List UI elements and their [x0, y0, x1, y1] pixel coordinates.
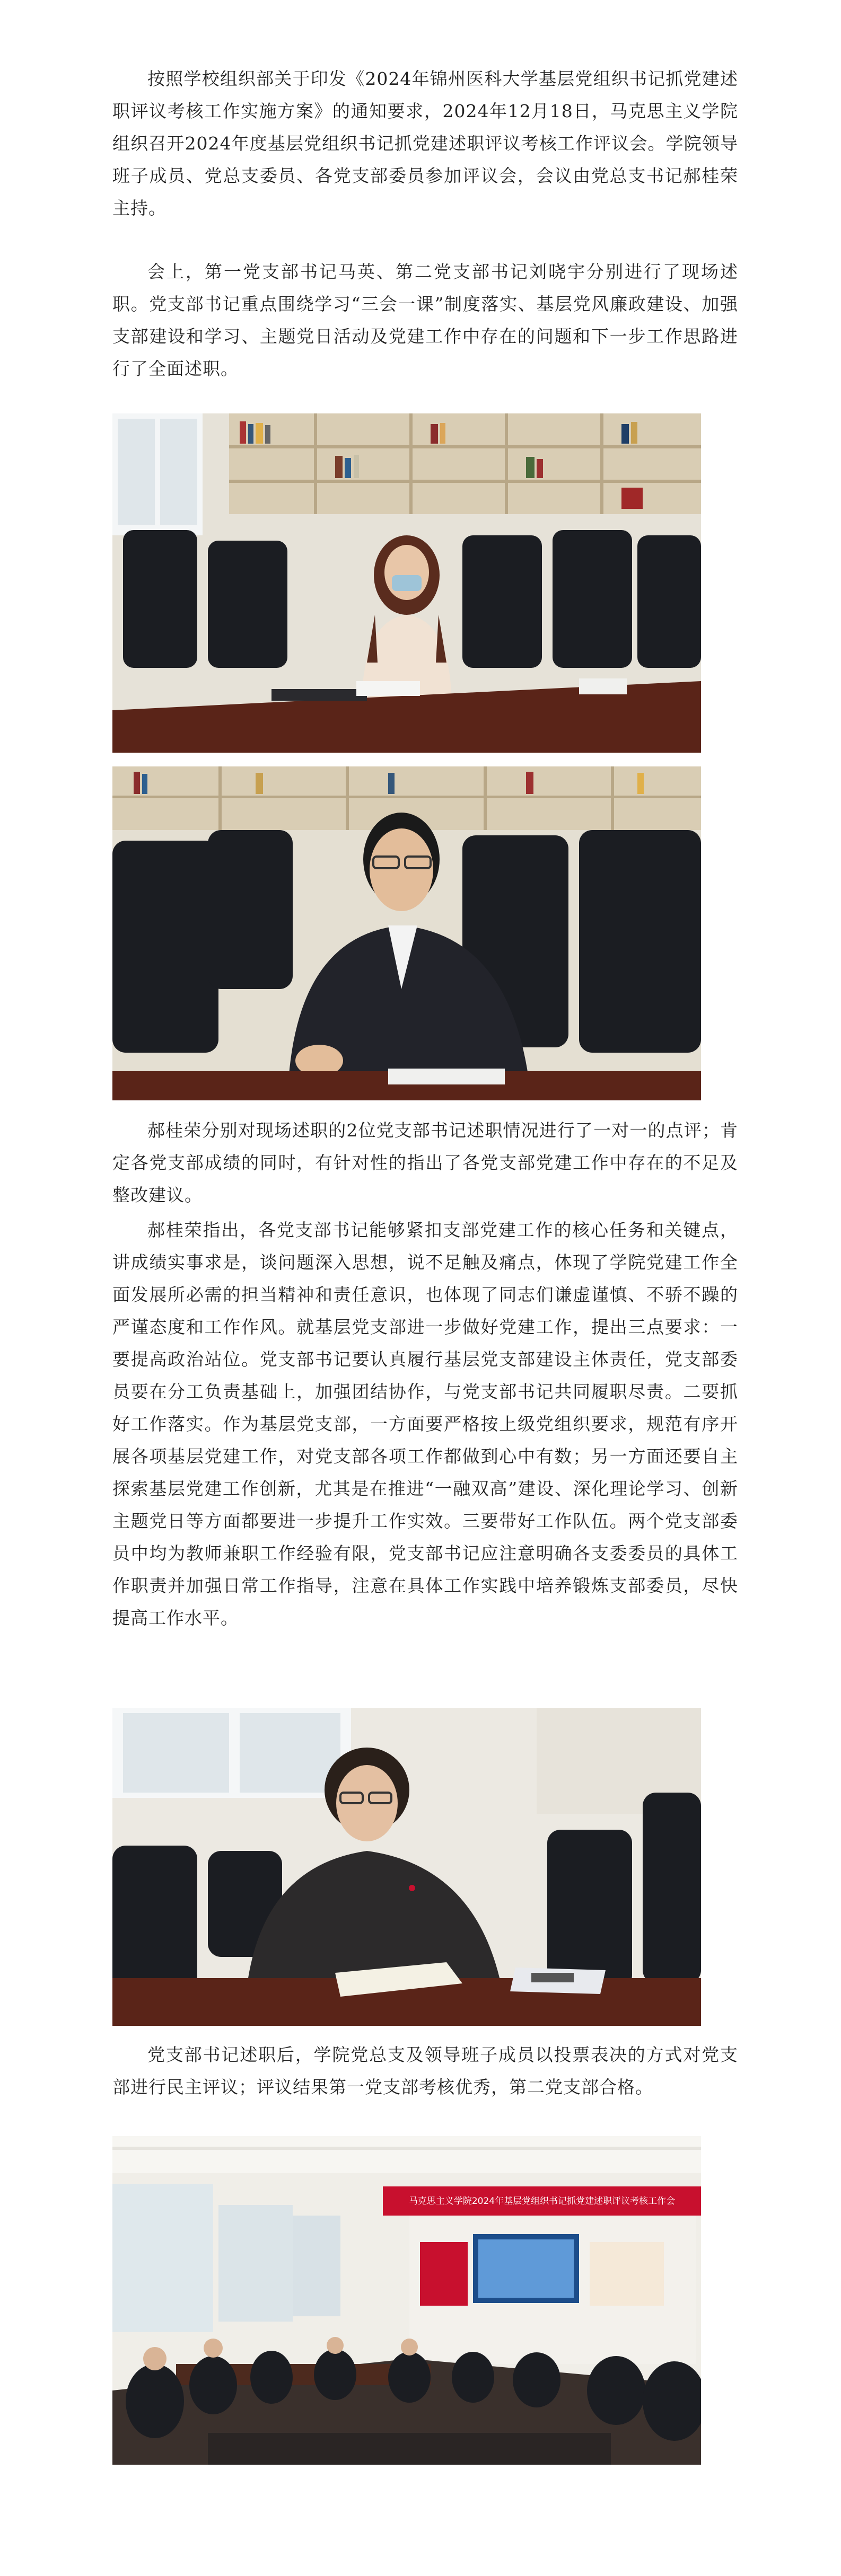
paragraph-requirements: 郝桂荣指出，各党支部书记能够紧扣支部党建工作的核心任务和关键点，讲成绩实事求是，谈问题深入思想，说不足触及痛点，体现了学院党建工作全面发展所必需的担当精神和责任意识，也体现了同志们谦虚谨慎、不骄不躁的严谨态度和工作作风。就基层党支部进一步做好党建工作，提出三点要求：一要提高政治站位。党支部书记要认真履行基层党支部建设主体责任，党支部委员要在分工负责基础上，加强团结协作，与党支部书记共同履职尽责。二要抓好工作落实。作为基层党支部，一方面要严格按上级党组织要求，规范有序开展各项基层党建工作，对党支部各项工作都做到心中有数；另一方面还要自主探索基层党建工作创新，尤其是在推进“一融双高”建设、深化理论学习、创新主题党日等方面都要进一步提升工作实效。三要带好工作队伍。两个党支部委员中均为教师兼职工作经验有限，党支部书记应注意明确各支委委员的具体工作职责并加强日常工作指导，注意在具体工作实践中培养锻炼支部委员，尽快提高工作水平。	[112, 1220, 738, 1628]
photo-conference-room-overview	[112, 2136, 701, 2465]
paragraph-meeting: 会上，第一党支部书记马英、第二党支部书记刘晓宇分别进行了现场述职。党支部书记重点围绕学习“三会一课”制度落实、基层党风廉政建设、加强支部建设和学习、主题党日活动及党建工作中存在的问题和下一步工作思路进行了全面述职。	[112, 261, 738, 379]
banner-text: 马克思主义学院2024年基层党组织书记抓党建述职评议考核工作会	[408, 2196, 676, 2207]
photo-female-secretary-reporting	[112, 413, 701, 753]
photo-party-secretary-commenting	[112, 1708, 701, 2026]
paragraph-review: 郝桂荣分别对现场述职的2位党支部书记述职情况进行了一对一的点评；肯定各党支部成绩的同时，有针对性的指出了各党支部党建工作中存在的不足及整改建议。	[112, 1120, 738, 1205]
photo-male-secretary-reporting	[112, 766, 701, 1100]
paragraph-evaluation: 党支部书记述职后，学院党总支及领导班子成员以投票表决的方式对党支部进行民主评议；评议结果第一党支部考核优秀，第二党支部合格。	[112, 2044, 738, 2097]
paragraph-intro: 按照学校组织部关于印发《2024年锦州医科大学基层党组织书记抓党建述职评议考核工作实施方案》的通知要求，2024年12月18日，马克思主义学院组织召开2024年度基层党组织书记抓党建述职评议考核工作评议会。学院领导班子成员、党总支委员、各党支部委员参加评议会，会议由党总支书记郝桂荣主持。	[112, 68, 738, 218]
